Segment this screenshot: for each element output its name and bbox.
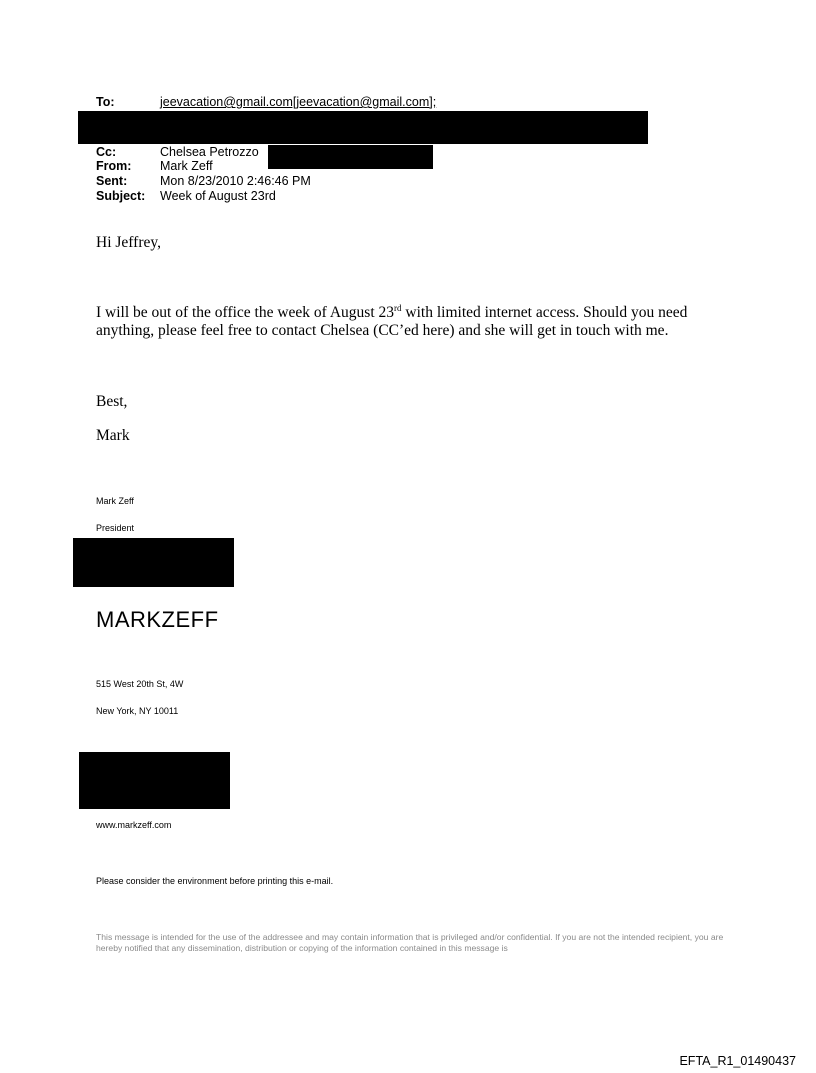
subject-label: Subject: <box>96 189 146 203</box>
redaction-bar <box>79 752 230 809</box>
from-label: From: <box>96 159 132 173</box>
signature-title: President <box>96 523 135 533</box>
website-link[interactable]: www.markzeff.com <box>96 820 172 830</box>
to-value: jeevacation@gmail.com[jeevacation@gmail.com]; <box>160 95 437 109</box>
environment-note: Please consider the environment before printing this e-mail. <box>96 876 334 886</box>
signature-name: Mark Zeff <box>96 496 134 506</box>
document-id: EFTA_R1_01490437 <box>679 1054 796 1068</box>
sender-first-name: Mark <box>96 427 130 444</box>
sent-label: Sent: <box>96 174 128 188</box>
address-line-1: 515 West 20th St, 4W <box>96 679 184 689</box>
cc-value: Chelsea Petrozzo <box>160 145 259 159</box>
sent-value: Mon 8/23/2010 2:46:46 PM <box>160 174 311 188</box>
subject-value: Week of August 23rd <box>160 189 276 203</box>
greeting: Hi Jeffrey, <box>96 234 161 251</box>
company-brand: MARKZEFF <box>96 607 219 632</box>
body-text-part1: I will be out of the office the week of August 23 <box>96 304 395 321</box>
redaction-bar <box>73 538 234 587</box>
address-line-2: New York, NY 10011 <box>96 706 179 716</box>
confidentiality-disclaimer: This message is intended for the use of the addressee and may contain information that is privileged and/or confidential. If you are not the intended recipient, you are hereby notified that any dissemination, distribution or copying of the information contained in this message is <box>96 932 724 953</box>
from-value: Mark Zeff <box>160 159 213 173</box>
to-label: To: <box>96 95 115 109</box>
body-paragraph <box>96 304 732 340</box>
ordinal-suffix: rd <box>394 302 402 313</box>
closing: Best, <box>96 393 128 410</box>
body-text-part2: with limited internet access. Should you need anything, please feel free to contact Chelsea (CC’ed here) and she will get in touch with me. <box>96 304 688 339</box>
redaction-bar <box>268 145 433 169</box>
redaction-bar <box>78 111 648 144</box>
cc-label: Cc: <box>96 145 117 159</box>
